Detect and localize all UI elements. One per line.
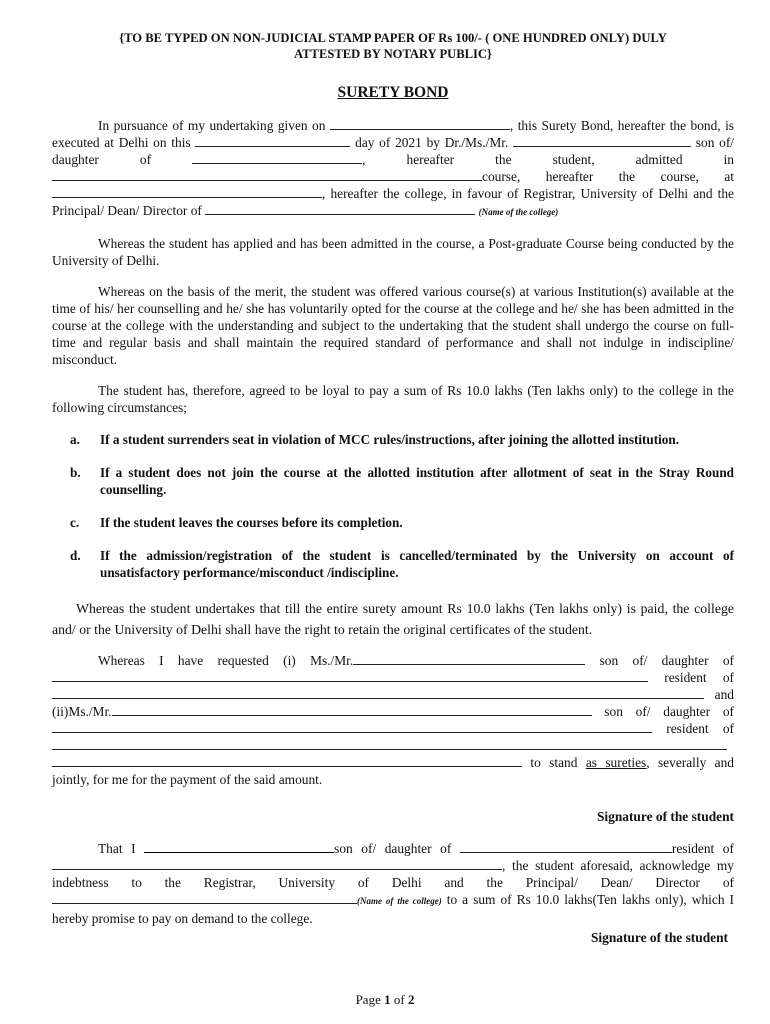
para1-text-3: day of 2021 by Dr./Ms./Mr.: [355, 135, 509, 150]
condition-item: [52, 514, 734, 531]
stamp-paper-instruction: [52, 30, 734, 62]
para6-text-4: and: [714, 687, 734, 702]
undertaking-date-blank[interactable]: [330, 117, 510, 130]
condition-item: [52, 431, 734, 448]
execution-date-blank[interactable]: [195, 134, 350, 147]
surety2-address-blank-2[interactable]: [52, 754, 522, 767]
student-name-blank[interactable]: [513, 134, 691, 147]
para1-text-5: , hereafter the student, admitted in: [362, 152, 734, 167]
para6-text-3: resident of: [664, 670, 734, 685]
para6-text-2: son of/ daughter of: [599, 653, 734, 668]
para1-text-7: , hereafter the college, in favour of Registrar, University of Delhi and the Principal/ Dean/ Director of: [52, 186, 734, 218]
college-name-blank[interactable]: [52, 185, 322, 198]
surety1-parent-blank[interactable]: [52, 669, 648, 682]
payment-agreement-paragraph: The student has, therefore, agreed to be loyal to pay a sum of Rs 10.0 lakhs (Ten lakhs only) to the college in the following circumstances;: [52, 383, 734, 415]
certificates-paragraph: Whereas the student undertakes that till the entire surety amount Rs 10.0 lakhs (Ten lakhs only) is paid, the college and/ or the University of Delhi shall have the right to retain the original certificates of the student.: [52, 601, 734, 637]
merit-paragraph: Whereas on the basis of the merit, the student was offered various course(s) at various Institution(s) available at the time of his/ her counselling and he/ she has voluntarily opted for the course at the college and he/ she has been admitted in the course at the college with the understanding and subject to the undertaking that the student shall undergo the course on full-time and regular basis and shall maintain the required standard of performance and shall not indulge in indiscipline/ misconduct.: [52, 284, 734, 367]
document-page: [52, 30, 734, 946]
surety2-address-blank-1[interactable]: [52, 737, 727, 750]
para6-text-10: , severally and jointly, for me for the payment of the said amount.: [52, 755, 734, 787]
course-name-blank[interactable]: [52, 168, 482, 181]
condition-item: [52, 464, 734, 498]
page-separator: of: [393, 992, 405, 1007]
para1-text-2: , this Surety Bond, hereafter the bond, is executed at Delhi on this: [52, 118, 734, 150]
undertaking-paragraph: [52, 117, 734, 221]
para7-text-3: resident of: [671, 841, 734, 856]
para7-text-5: to a sum of Rs 10.0 lakhs(Ten lakhs only), which I hereby promise to pay on demand to the college.: [52, 892, 734, 926]
surety2-name-blank[interactable]: [112, 703, 592, 716]
college-name-note-2: (Name of the college): [357, 896, 442, 906]
para7-text-2: son of/ daughter of: [334, 841, 452, 856]
sureties-paragraph: [52, 652, 734, 788]
condition-text: If the student leaves the courses before its completion.: [100, 515, 403, 530]
surety1-address-blank[interactable]: [52, 686, 704, 699]
principal-college-blank[interactable]: [205, 202, 475, 215]
declarant-college-blank[interactable]: [52, 891, 357, 904]
student-signature-label: Signature of the student: [596, 809, 734, 824]
header-line-2: ATTESTED BY NOTARY PUBLIC}: [293, 47, 492, 61]
surety1-name-blank[interactable]: [353, 652, 585, 665]
condition-label: a.: [70, 432, 80, 447]
condition-label: d.: [70, 548, 81, 563]
declarant-name-blank[interactable]: [144, 840, 334, 853]
page-current: 1: [384, 992, 391, 1007]
para6-text-8: to stand: [530, 755, 578, 770]
para6-text-1: Whereas I have requested (i) Ms./Mr.: [98, 653, 354, 668]
circumstances-list: [52, 431, 734, 581]
declarant-address-blank[interactable]: [52, 857, 502, 870]
header-line-1: {TO BE TYPED ON NON-JUDICIAL STAMP PAPER OF Rs 100/- ( ONE HUNDRED ONLY) DULY: [119, 31, 667, 45]
page-number: [0, 991, 770, 1008]
condition-label: b.: [70, 465, 81, 480]
condition-text: If the admission/registration of the student is cancelled/terminated by the University on account of unsatisfactory performance/misconduct /indiscipline.: [100, 548, 734, 580]
condition-label: c.: [70, 515, 80, 530]
page-total: 2: [407, 992, 415, 1007]
parent-name-blank[interactable]: [192, 151, 362, 164]
para6-text-6: son of/ daughter of: [604, 704, 734, 719]
document-title: SURETY BOND: [337, 84, 449, 101]
para1-text-4: son of/ daughter of: [52, 135, 735, 167]
para1-text-1: In pursuance of my undertaking given on: [98, 118, 326, 133]
surety2-parent-blank[interactable]: [52, 720, 652, 733]
declarant-parent-blank[interactable]: [460, 840, 672, 853]
student-signature-label-2: Signature of the student: [590, 930, 728, 945]
condition-text: If a student surrenders seat in violation of MCC rules/instructions, after joining the allotted institution.: [100, 432, 680, 447]
para6-text-5: (ii)Ms./Mr.: [52, 704, 112, 719]
admission-paragraph: Whereas the student has applied and has been admitted in the course, a Post-graduate Course being conducted by the University of Delhi.: [52, 236, 734, 268]
para7-text-1: That I: [98, 841, 136, 856]
condition-item: [52, 547, 734, 581]
para1-text-6: course, hereafter the course, at: [482, 169, 734, 184]
para7-text-4: , the student aforesaid, acknowledge my indebtness to the Registrar, University of Delhi and the Principal/ Dean/ Director of: [52, 858, 734, 890]
college-name-note: (Name of the college): [478, 207, 559, 217]
indebtness-paragraph: [52, 840, 734, 927]
para6-text-7: resident of: [666, 721, 734, 736]
page-prefix: Page: [355, 992, 381, 1007]
sureties-term: as sureties: [585, 755, 647, 770]
condition-text: If a student does not join the course at the allotted institution after allotment of seat in the Stray Round counselling.: [100, 465, 734, 497]
